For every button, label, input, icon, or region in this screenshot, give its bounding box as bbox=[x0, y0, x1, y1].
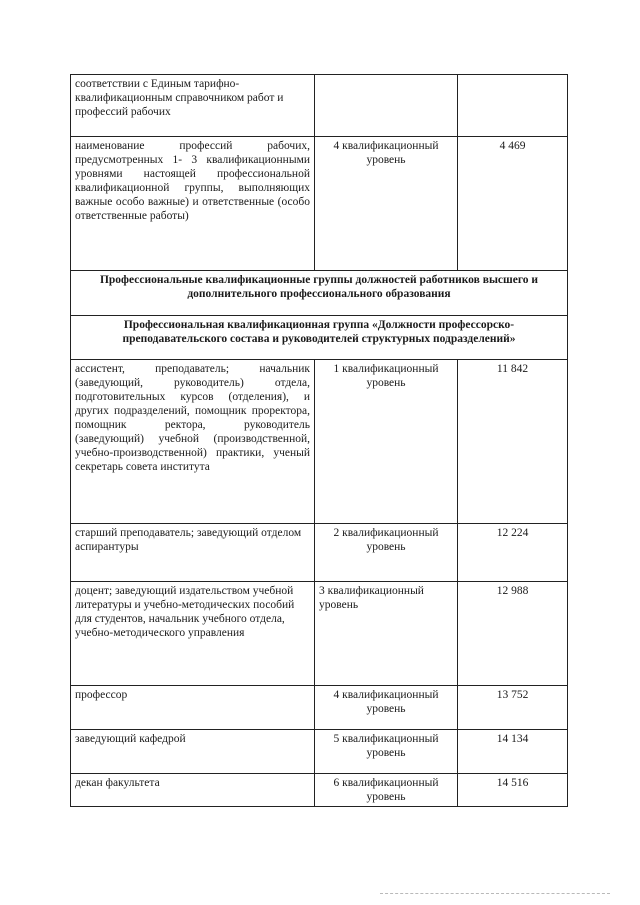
level-cell: 3 квалификационный уровень bbox=[315, 582, 458, 686]
table-row bbox=[71, 686, 568, 730]
profession-cell: профессор bbox=[71, 686, 315, 730]
profession-cell: заведующий кафедрой bbox=[71, 730, 315, 774]
table-row bbox=[71, 730, 568, 774]
salary-cell: 14 516 bbox=[458, 774, 568, 807]
table-row bbox=[71, 75, 568, 137]
profession-cell: декан факультета bbox=[71, 774, 315, 807]
level-cell: 5 квалификационный уровень bbox=[315, 730, 458, 774]
level-cell: 4 квалификационный уровень bbox=[315, 137, 458, 271]
table-row bbox=[71, 524, 568, 582]
table-row bbox=[71, 137, 568, 271]
salary-table bbox=[70, 74, 568, 807]
table-row bbox=[71, 582, 568, 686]
level-cell: 4 квалификационный уровень bbox=[315, 686, 458, 730]
salary-cell: 12 224 bbox=[458, 524, 568, 582]
profession-cell: доцент; заведующий издательством учебной литературы и учебно-методических пособий для студентов, начальник учебного отдела, учебно-методического управления bbox=[71, 582, 315, 686]
group-heading-row bbox=[71, 316, 568, 360]
section-heading-row bbox=[71, 271, 568, 316]
salary-cell: 14 134 bbox=[458, 730, 568, 774]
salary-cell bbox=[458, 75, 568, 137]
section-heading: Профессиональные квалификационные группы должностей работников высшего и дополнительного профессионального образования bbox=[71, 271, 568, 316]
level-cell: 1 квалификационный уровень bbox=[315, 360, 458, 524]
group-heading: Профессиональная квалификационная группа «Должности профессорско-преподавательского состава и руководителей структурных подразделений» bbox=[71, 316, 568, 360]
scan-artifact-line bbox=[380, 893, 610, 896]
salary-cell: 11 842 bbox=[458, 360, 568, 524]
profession-cell: ассистент, преподаватель; начальник (заведующий, руководитель) отдела, подготовительных курсов (отделения), и других подразделений, помощник проректора, помощник ректора, руководитель (заведующий) учебной (производственной, учебно-производственной) практики, ученый секретарь совета института bbox=[71, 360, 315, 524]
table-row bbox=[71, 360, 568, 524]
salary-cell: 13 752 bbox=[458, 686, 568, 730]
level-cell bbox=[315, 75, 458, 137]
level-cell: 6 квалификационный уровень bbox=[315, 774, 458, 807]
level-cell: 2 квалификационный уровень bbox=[315, 524, 458, 582]
profession-cell: соответствии с Единым тарифно-квалификационным справочником работ и профессий рабочих bbox=[71, 75, 315, 137]
salary-cell: 12 988 bbox=[458, 582, 568, 686]
profession-cell: наименование профессий рабочих, предусмотренных 1- 3 квалификационными уровнями настоящей профессиональной квалификационной группы, выполняющих важные особо важные) и ответственные (особо ответственные работы) bbox=[71, 137, 315, 271]
salary-cell: 4 469 bbox=[458, 137, 568, 271]
profession-cell: старший преподаватель; заведующий отделом аспирантуры bbox=[71, 524, 315, 582]
table-row bbox=[71, 774, 568, 807]
